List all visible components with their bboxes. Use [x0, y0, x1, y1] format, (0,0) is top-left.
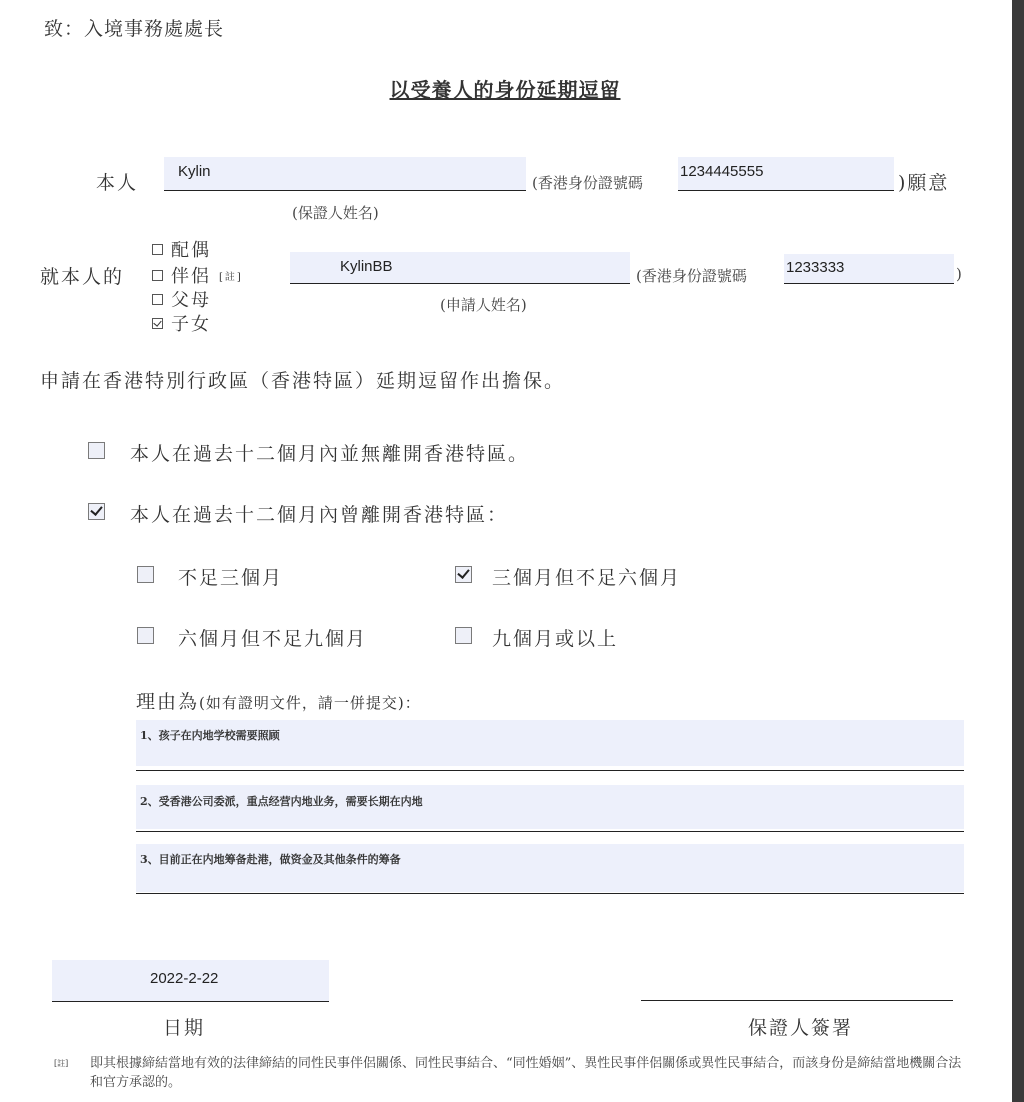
addressee: 致：入境事務處處長 [44, 18, 225, 40]
guarantor-name-caption: (保證人姓名) [292, 204, 379, 222]
child-label: 子女 [171, 314, 211, 335]
signature-line[interactable] [641, 1000, 953, 1001]
duration-9-plus-label: 九個月或以上 [492, 628, 619, 650]
relationship-option-partner[interactable] [152, 262, 243, 288]
not-left-hk-checkbox[interactable] [88, 442, 105, 459]
applicant-hkid-suffix: ) [956, 265, 962, 283]
footnote-text: 即其根據締結當地有效的法律締結的同性民事伴侶關係、同性民事結合、“同性婚姻”、異性民事伴侶關係或異性民事結合，而該身份是締結當地機關合法和官方承認的。 [90, 1056, 962, 1090]
child-checkbox[interactable] [152, 318, 163, 329]
relationship-option-parent[interactable] [152, 286, 211, 312]
spouse-checkbox[interactable] [152, 244, 163, 255]
duration-9-plus-checkbox[interactable] [455, 627, 472, 644]
guarantee-statement: 申請在香港特別行政區（香港特區）延期逗留作出擔保。 [40, 370, 566, 392]
date-field[interactable]: 2022-2-22 [52, 960, 329, 1002]
left-hk-label: 本人在過去十二個月內曾離開香港特區： [130, 504, 509, 526]
duration-6-to-9-checkbox[interactable] [137, 627, 154, 644]
partner-label: 伴侶 [171, 266, 211, 287]
form-title: 以受養人的身份延期逗留 [389, 78, 621, 102]
guarantor-name-field[interactable]: Kylin [164, 157, 526, 191]
duration-3-to-6-label: 三個月但不足六個月 [492, 567, 682, 589]
footnote [54, 1054, 974, 1090]
applicant-name-caption: (申請人姓名) [440, 296, 527, 314]
reason-underline-3 [136, 893, 964, 894]
applicant-hkid-label: (香港身份證號碼 [636, 267, 747, 285]
left-hk-checkbox[interactable] [88, 503, 105, 520]
reason-field-3[interactable]: 3、目前正在内地筹备赴港，做资金及其他条件的筹备 [136, 844, 964, 892]
parent-label: 父母 [171, 290, 211, 311]
reasons-heading [136, 687, 421, 714]
date-label: 日期 [163, 1017, 206, 1039]
duration-under-3-label: 不足三個月 [178, 567, 284, 589]
guarantor-hkid-label: (香港身份證號碼 [532, 174, 643, 192]
reasons-label: 理由為 [136, 691, 200, 713]
parent-checkbox[interactable] [152, 294, 163, 305]
duration-under-3-checkbox[interactable] [137, 566, 154, 583]
note-mark: [註] [219, 271, 243, 283]
guarantor-hkid-field[interactable]: 1234445555 [678, 157, 894, 191]
reason-underline-2 [136, 831, 964, 832]
guarantor-prefix: 本人 [96, 172, 139, 194]
relationship-option-child[interactable] [152, 310, 211, 336]
not-left-hk-label: 本人在過去十二個月內並無離開香港特區。 [130, 443, 530, 465]
applicant-name-field[interactable]: KylinBB [290, 252, 630, 284]
applicant-hkid-field[interactable]: 1233333 [784, 254, 954, 284]
guarantor-suffix: )願意 [898, 172, 950, 194]
relationship-label: 就本人的 [40, 266, 125, 288]
reason-field-2[interactable]: 2、受香港公司委派，重点经营内地业务，需要长期在内地 [136, 785, 964, 829]
reason-field-1[interactable]: 1、孩子在内地学校需要照顾 [136, 720, 964, 766]
reasons-hint: (如有證明文件，請一併提交)： [199, 694, 421, 712]
spouse-label: 配偶 [171, 240, 211, 261]
relationship-option-spouse[interactable] [152, 236, 211, 262]
footnote-mark: [註] [54, 1059, 69, 1068]
window-scrollbar[interactable] [1012, 0, 1024, 1102]
reason-underline-1 [136, 770, 964, 771]
duration-6-to-9-label: 六個月但不足九個月 [178, 628, 368, 650]
duration-3-to-6-checkbox[interactable] [455, 566, 472, 583]
partner-checkbox[interactable] [152, 270, 163, 281]
signature-label: 保證人簽署 [748, 1017, 854, 1039]
